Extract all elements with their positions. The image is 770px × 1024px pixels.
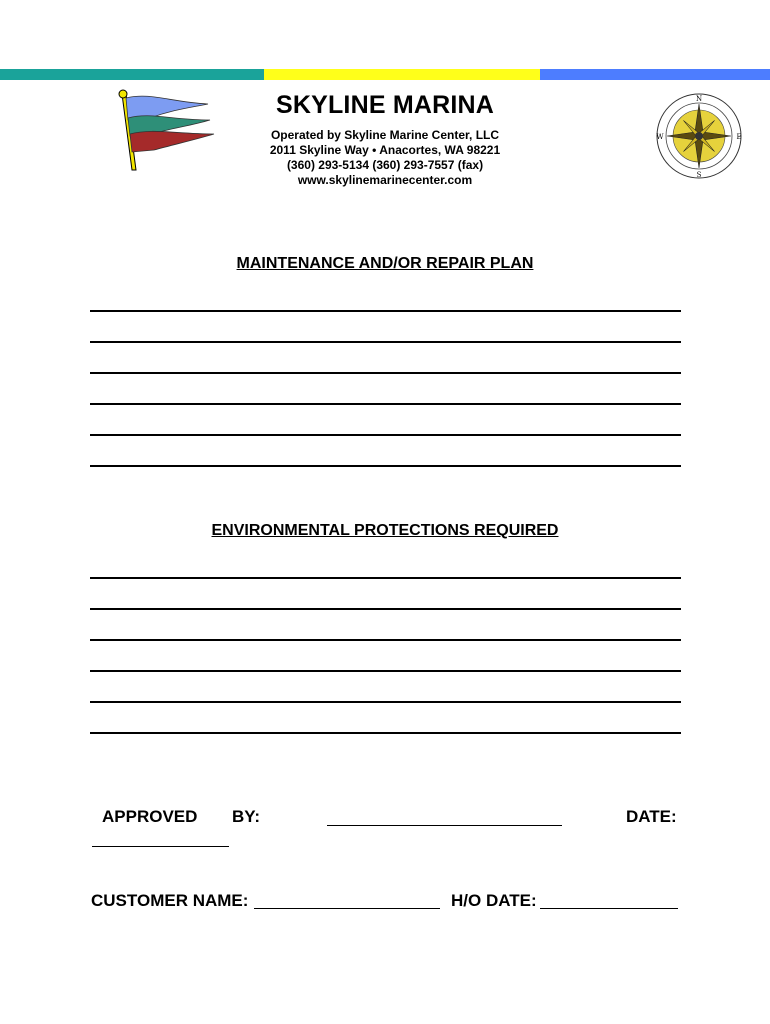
environment-line[interactable]	[90, 701, 681, 703]
date-label: DATE:	[626, 807, 677, 826]
compass-rose-icon	[655, 92, 743, 180]
header-stripe-blue	[540, 69, 770, 80]
maintenance-plan-title: MAINTENANCE AND/OR REPAIR PLAN	[236, 255, 534, 272]
approved-label: APPROVED	[102, 807, 198, 826]
date-field[interactable]	[92, 846, 229, 847]
customer-name-label: CUSTOMER NAME:	[91, 891, 249, 910]
website: www.skylinemarinecenter.com	[297, 173, 473, 187]
operated-by: Operated by Skyline Marine Center, LLC	[270, 128, 500, 142]
plan-line[interactable]	[90, 465, 681, 467]
environmental-protections-title: ENVIRONMENTAL PROTECTIONS REQUIRED	[211, 522, 559, 539]
environment-line[interactable]	[90, 608, 681, 610]
company-name: SKYLINE MARINA	[275, 91, 495, 119]
customer-name-field[interactable]	[254, 908, 440, 909]
environment-line[interactable]	[90, 670, 681, 672]
phone-numbers: (360) 293-5134 (360) 293-7557 (fax)	[286, 158, 484, 172]
environment-line[interactable]	[90, 639, 681, 641]
environment-line[interactable]	[90, 732, 681, 734]
plan-line[interactable]	[90, 310, 681, 312]
approved-by-field[interactable]	[327, 825, 562, 826]
letterhead	[185, 90, 585, 188]
plan-line[interactable]	[90, 372, 681, 374]
header-stripe-yellow	[264, 69, 540, 80]
environment-line[interactable]	[90, 577, 681, 579]
address: 2011 Skyline Way • Anacortes, WA 98221	[269, 143, 501, 157]
ho-date-label: H/O DATE:	[451, 891, 537, 910]
plan-line[interactable]	[90, 434, 681, 436]
compass-w-label: W	[656, 133, 664, 141]
plan-line[interactable]	[90, 341, 681, 343]
plan-line[interactable]	[90, 403, 681, 405]
compass-s-label: S	[696, 171, 702, 179]
approved-by-label: BY:	[232, 807, 261, 826]
ho-date-field[interactable]	[540, 908, 678, 909]
header-stripe-teal	[0, 69, 264, 80]
compass-e-label: E	[736, 133, 742, 141]
compass-n-label: N	[695, 95, 703, 103]
